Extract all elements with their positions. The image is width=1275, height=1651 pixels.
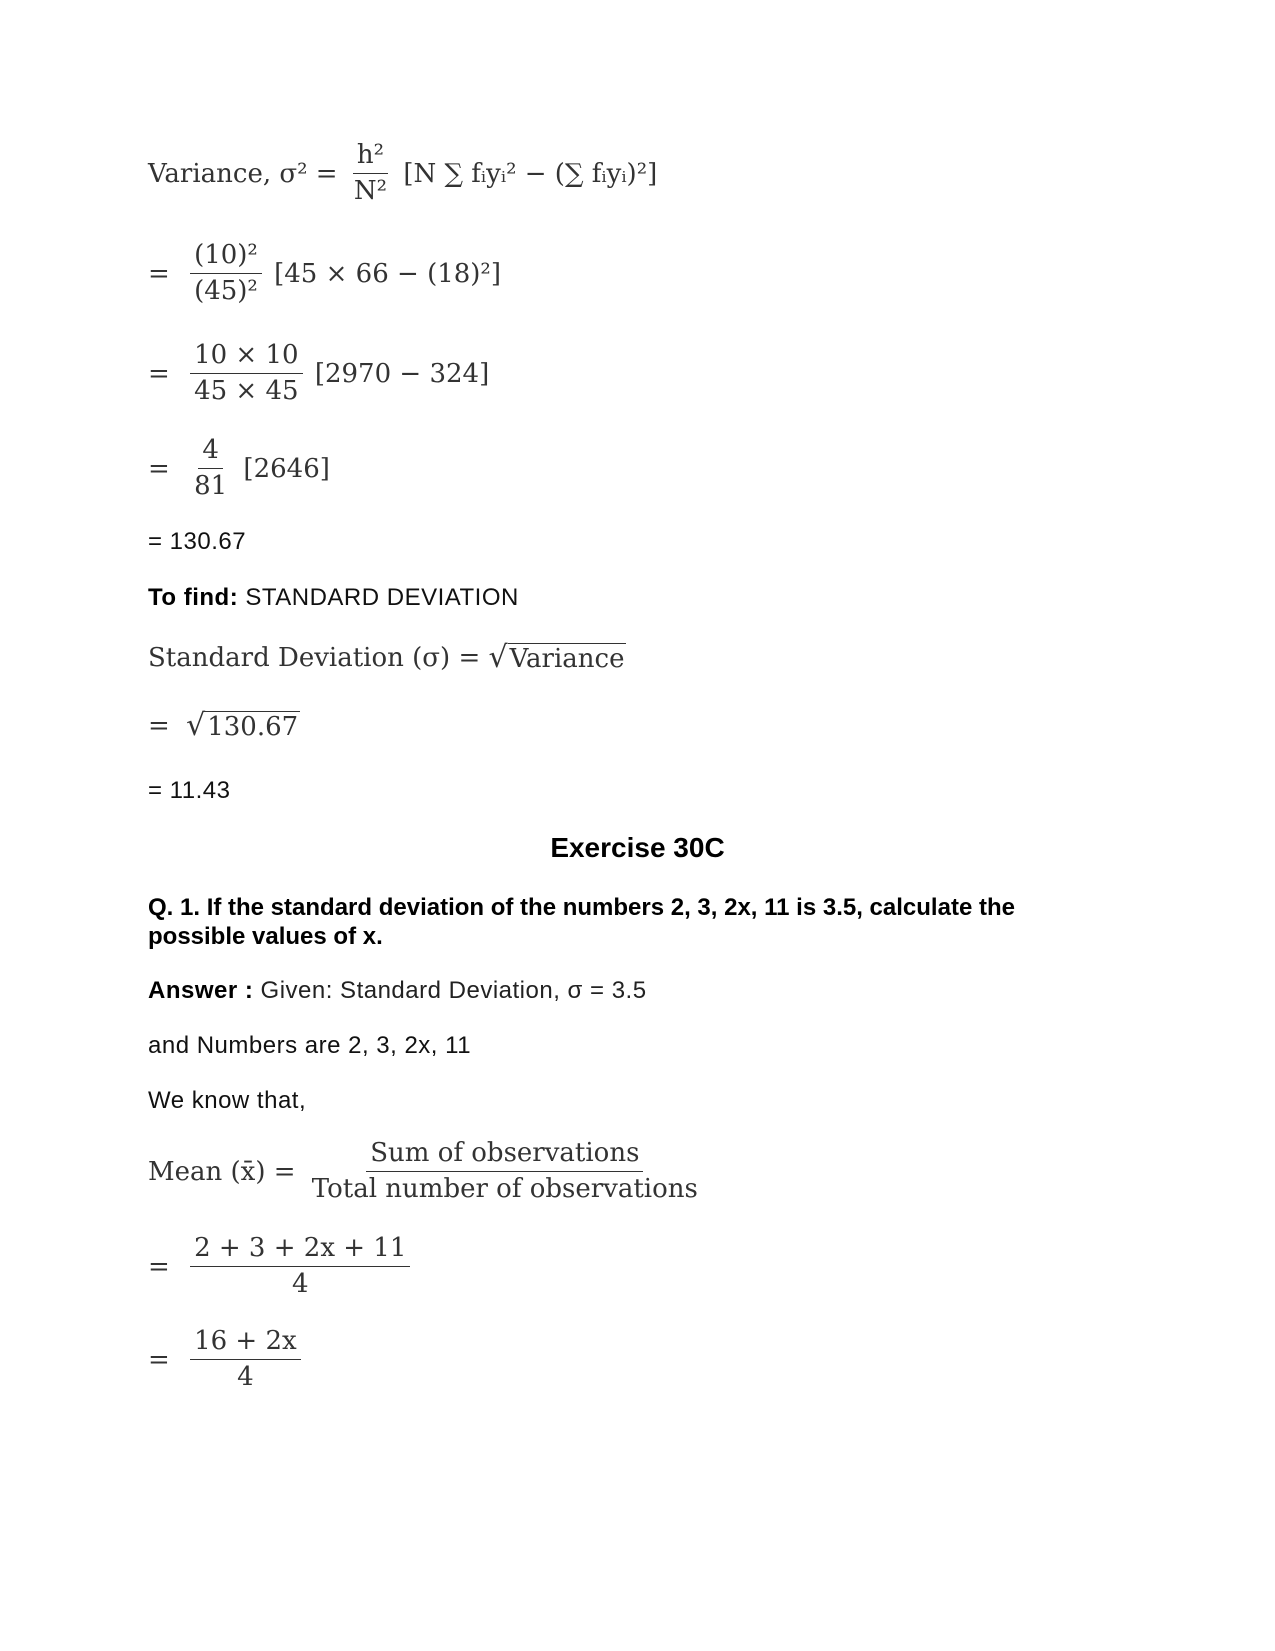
to-find-line — [148, 584, 519, 612]
fraction-denominator: (45)² — [194, 276, 258, 307]
variance-step-2 — [148, 340, 489, 407]
fraction-denominator: 4 — [237, 1362, 254, 1393]
fraction-numerator: h² — [353, 140, 388, 174]
fraction-numerator: 2 + 3 + 2x + 11 — [190, 1233, 410, 1267]
step-expression: [2646] — [243, 453, 330, 484]
variance-fraction — [350, 140, 391, 207]
variance-step-3 — [148, 435, 330, 502]
exercise-title: Exercise 30C — [550, 832, 725, 863]
to-find-value: STANDARD DEVIATION — [238, 584, 519, 611]
variance-step-1 — [148, 240, 501, 307]
sd-lhs: Standard Deviation (σ) = — [148, 642, 481, 673]
sd-step — [148, 708, 300, 743]
answer-text: Given: Standard Deviation, σ = 3.5 — [253, 977, 647, 1004]
answer-line — [148, 977, 647, 1005]
equals-sign: = — [148, 710, 170, 741]
fraction-denominator: 45 × 45 — [194, 376, 299, 407]
radicand: 130.67 — [207, 712, 299, 742]
answer-label: Answer : — [148, 977, 254, 1004]
step-fraction — [190, 1233, 410, 1300]
fraction-numerator: (10)² — [190, 240, 262, 274]
equals-sign: = — [148, 1251, 170, 1282]
fraction-numerator: 10 × 10 — [190, 340, 302, 374]
step-fraction — [190, 240, 262, 307]
radicand: Variance — [509, 644, 625, 674]
variance-result: = 130.67 — [148, 528, 247, 555]
sqrt-icon: √ — [186, 708, 206, 743]
fraction-denominator: 81 — [194, 471, 228, 502]
sqrt-variance — [489, 640, 627, 675]
step-expression: [2970 − 324] — [314, 358, 490, 389]
to-find-label: To find: — [148, 584, 239, 611]
step-expression: [45 × 66 − (18)²] — [274, 258, 502, 289]
fraction-numerator: Sum of observations — [366, 1138, 643, 1172]
step-fraction — [190, 1326, 301, 1393]
equals-sign: = — [148, 358, 170, 389]
equals-sign: = — [148, 453, 170, 484]
sqrt-icon: √ — [488, 640, 508, 675]
variance-lhs: Variance, σ² = — [148, 158, 338, 189]
fraction-denominator: Total number of observations — [311, 1174, 698, 1205]
equals-sign: = — [148, 1344, 170, 1375]
fraction-numerator: 4 — [198, 435, 223, 469]
variance-bracket: [N ∑ fᵢyᵢ² − (∑ fᵢyᵢ)²] — [403, 158, 658, 189]
mean-lhs: Mean (x̄) = — [148, 1156, 296, 1187]
fraction-denominator: N² — [353, 176, 388, 207]
fraction-denominator: 4 — [291, 1269, 309, 1300]
mean-formula — [148, 1138, 706, 1205]
mean-step-1 — [148, 1233, 414, 1300]
step-fraction — [190, 435, 231, 502]
question-text: Q. 1. If the standard deviation of the numbers 2, 3, 2x, 11 is 3.5, calculate the possible values of x. — [148, 894, 1015, 950]
know-line: We know that, — [148, 1087, 307, 1114]
sd-formula — [148, 640, 626, 675]
sqrt-value — [186, 708, 300, 743]
sd-result: = 11.43 — [148, 777, 231, 804]
step-fraction — [190, 340, 302, 407]
mean-fraction — [308, 1138, 702, 1205]
variance-formula — [148, 140, 657, 207]
equals-sign: = — [148, 258, 170, 289]
fraction-numerator: 16 + 2x — [190, 1326, 301, 1360]
numbers-line: and Numbers are 2, 3, 2x, 11 — [148, 1032, 472, 1059]
mean-step-2 — [148, 1326, 305, 1393]
